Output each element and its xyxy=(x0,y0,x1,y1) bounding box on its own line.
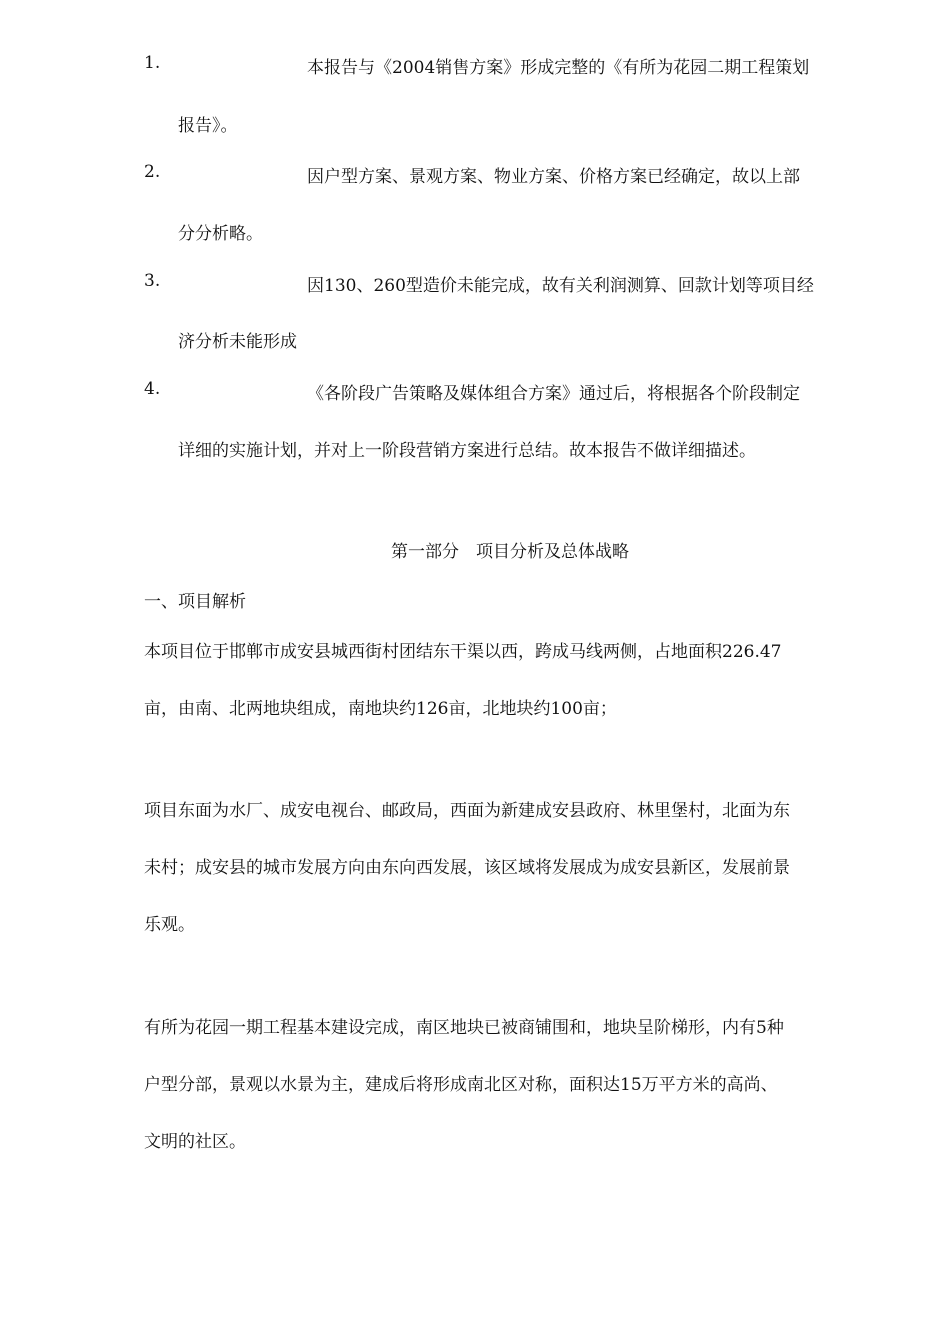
note-number: 2. xyxy=(144,162,161,182)
note-text-line: 因130、260型造价未能完成，故有关利润测算、回款计划等项目经 xyxy=(307,276,814,296)
paragraph-line: 有所为花园一期工程基本建设完成，南区地块已被商铺围和，地块呈阶梯形，内有5种 xyxy=(144,1018,784,1038)
part-title: 第一部分 项目分析及总体战略 xyxy=(391,542,629,562)
note-text-line: 因户型方案、景观方案、物业方案、价格方案已经确定，故以上部 xyxy=(307,167,800,187)
paragraph-line: 文明的社区。 xyxy=(144,1132,246,1152)
paragraph-line: 项目东面为水厂、成安电视台、邮政局，西面为新建成安县政府、林里堡村，北面为东 xyxy=(144,801,790,821)
note-number: 3. xyxy=(144,271,161,291)
paragraph-line: 亩，由南、北两地块组成，南地块约126亩，北地块约100亩； xyxy=(144,699,617,719)
note-text-line: 《各阶段广告策略及媒体组合方案》通过后，将根据各个阶段制定 xyxy=(307,384,800,404)
paragraph-line: 未村；成安县的城市发展方向由东向西发展，该区域将发展成为成安县新区，发展前景 xyxy=(144,858,790,878)
note-text-line: 报告》。 xyxy=(178,116,238,136)
note-text-line: 本报告与《2004销售方案》形成完整的《有所为花园二期工程策划 xyxy=(307,58,810,78)
section-heading: 一、项目解析 xyxy=(144,592,246,612)
paragraph-line: 乐观。 xyxy=(144,915,195,935)
note-text-line: 济分析未能形成 xyxy=(178,332,297,352)
note-number: 4. xyxy=(144,379,161,399)
note-text-line: 详细的实施计划，并对上一阶段营销方案进行总结。故本报告不做详细描述。 xyxy=(178,441,756,461)
note-text-line: 分分析略。 xyxy=(178,224,263,244)
note-number: 1. xyxy=(144,53,161,73)
paragraph-line: 户型分部，景观以水景为主，建成后将形成南北区对称，面积达15万平方米的高尚、 xyxy=(144,1075,778,1095)
paragraph-line: 本项目位于邯郸市成安县城西街村团结东干渠以西，跨成马线两侧，占地面积226.47 xyxy=(144,642,782,662)
